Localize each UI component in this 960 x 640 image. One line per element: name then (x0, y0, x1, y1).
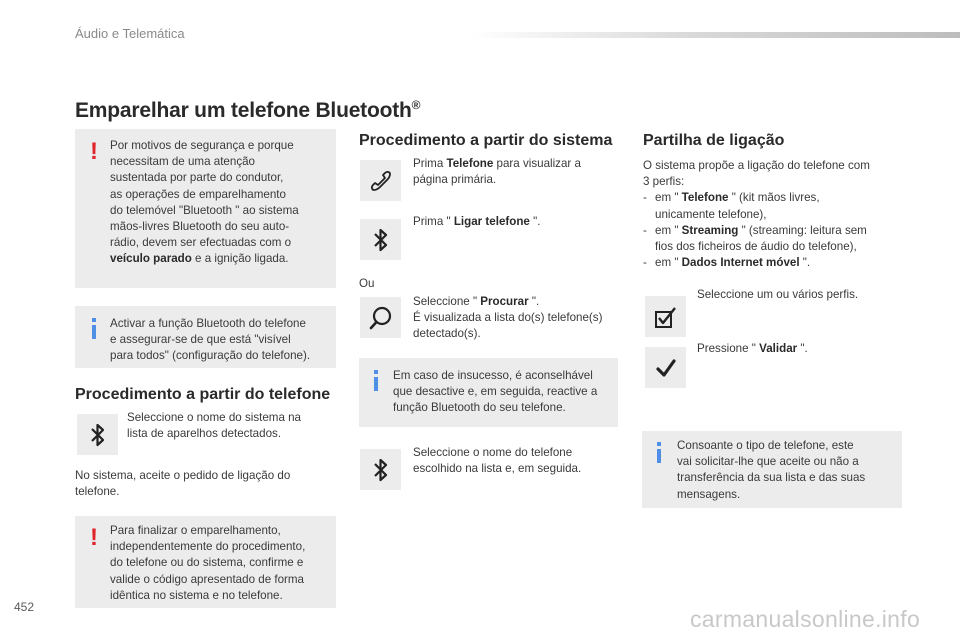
profile-item: - em " Telefone " (kit mãos livres, (643, 191, 820, 205)
heading-phone-procedure: Procedimento a partir do telefone (75, 386, 331, 403)
bluetooth-icon-box (77, 414, 118, 455)
info-icon (92, 318, 96, 339)
warning-icon: ! (90, 524, 98, 551)
check-icon (654, 356, 678, 380)
heading-connection-sharing: Partilha de ligação (643, 132, 785, 149)
watermark: carmanualsonline.info (690, 606, 921, 632)
registered-mark: ® (411, 98, 421, 112)
page-title: Emparelhar um telefone Bluetooth® (75, 98, 421, 122)
warning-text-pairing: Para finalizar o emparelhamento, independentemente do procedimento, do telefone ou do sistema, confirme e valide o código apresentado de forma idêntica no sistema e no telefone. (110, 524, 306, 602)
profiles-intro: O sistema propõe a ligação do telefone com 3 perfis: - em " Telefone " (kit mãos livres, unicamente telefone), - em " Streaming " (streaming: leitura sem fios dos ficheiros de áudio do telefone), - em " Dados Internet móvel ". (643, 158, 903, 271)
bluetooth-icon (373, 227, 389, 253)
checkbox-icon-box (645, 296, 686, 337)
bluetooth-icon-box (360, 219, 401, 260)
bluetooth-icon (373, 457, 389, 483)
system-step-select-phone: Seleccione o nome do telefone escolhido na lista e, em seguida. (413, 446, 582, 476)
check-icon-box (645, 347, 686, 388)
validate-text: Pressione " Validar ". (697, 342, 808, 355)
page-number: 452 (14, 600, 35, 614)
search-icon-box (360, 297, 401, 338)
info-text-retry: Em caso de insucesso, é aconselhável que desactive e, em seguida, reactive a função Bluetooth do seu telefone. (393, 369, 598, 415)
profile-item: - em " Streaming " (streaming: leitura sem (643, 223, 867, 237)
bluetooth-icon-box (360, 449, 401, 490)
select-profiles-text: Seleccione um ou vários perfis. (697, 288, 859, 301)
info-icon (657, 442, 661, 463)
info-icon (374, 370, 378, 391)
checkbox-icon (653, 304, 679, 330)
phone-step-select-system: Seleccione o nome do sistema na lista de aparelhos detectados. (127, 411, 302, 441)
system-step-search: Seleccione " Procurar ". É visualizada a lista do(s) telefone(s) detectado(s). (413, 295, 603, 341)
profile-item: - em " Dados Internet móvel ". (643, 256, 811, 270)
profile-item-cont: fios dos ficheiros de áudio do telefone), (655, 240, 857, 254)
phone-icon (368, 168, 394, 194)
info-text-visibility: Activar a função Bluetooth do telefone e assegurar-se de que está "visível para todos" (configuração do telefone). (110, 317, 311, 363)
system-step-connect: Prima " Ligar telefone ". (413, 215, 541, 228)
search-icon (367, 304, 395, 332)
section-label: Áudio e Telemática (75, 26, 185, 41)
heading-system-procedure: Procedimento a partir do sistema (359, 132, 613, 149)
or-label: Ou (359, 277, 375, 290)
phone-icon-box (360, 160, 401, 201)
profile-item-cont: unicamente telefone), (655, 207, 767, 221)
system-step-phone: Prima Telefone para visualizar a página primária. (413, 157, 581, 187)
warning-icon: ! (90, 138, 98, 165)
info-text-transfer: Consoante o tipo de telefone, este vai solicitar-lhe que aceite ou não a transferência da sua lista e das suas mensagens. (677, 439, 866, 501)
accept-request-text: No sistema, aceite o pedido de ligação do telefone. (75, 469, 291, 499)
bluetooth-icon (90, 422, 106, 448)
warning-text-safety: Por motivos de segurança e porque necessitam de uma atenção sustentada por parte do condutor, as operações de emparelhamento do telemóvel "Bluetooth " ao sistema mãos-livres Bluetooth do seu auto- rádio, devem ser efectuadas com o veículo parado e a ignição ligada. (110, 139, 299, 266)
header-bar (470, 32, 960, 38)
